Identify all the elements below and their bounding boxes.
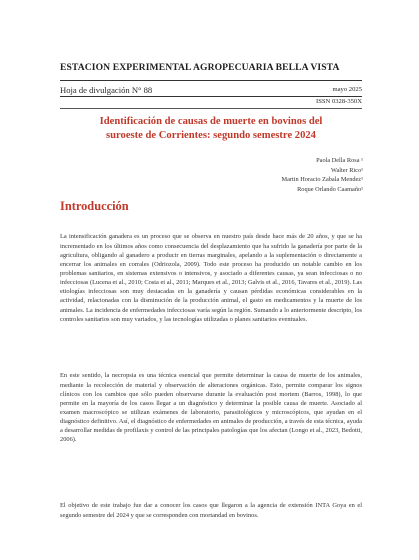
author-list [200,156,363,194]
header-rule-middle [60,96,362,97]
body-paragraph: El objetivo de este trabajo fue dar a conocer los casos que llegaron a la agencia de extensión INTA Goya en el segundo semestre del 2024 y que se corresponden con mortandad en bovinos. [60,502,362,519]
body-paragraph: La intensificación ganadera es un proceso que se observa en nuestro país desde hace más de 20 años, y que se ha incrementado en los últimos años como consecuencia del desplazamiento que ha sufrido la ganadería por parte de la agricultura, obligando al ganadero a producir en tierras marginales, apelando a la suplementación o directamente a encerrar los animales en corrales (Odriozola, 2009). Todo este proceso ha producido un notable cambio en los problemas sanitarios, en sistemas extensivos o intensivos, y asociado a diferentes causas, ya sean infecciosas o no infecciosas (Lucena et al., 2010; Costa et al., 2011; Marques et al., 2013; Galvis et al., 2016, Tavares et al., 2019). Las etiologías infecciosas son muy destacadas en la ganadería y causan pérdidas económicas considerables en la actividad, relacionadas con la disminución de la producción animal, el gasto en medicamentos y la muerte de los animales. La incidencia de enfermedades infecciosas varía según la región. Sumando a lo anteriormente descripto, los controles sanitarios son muy variados, y las tecnologías utilizadas o planes sanitarios eventuales. [60,233,362,323]
author-name: Walter Rico¹ [331,166,363,174]
document-title [70,115,352,142]
issn-number: ISSN 0328-350X [316,98,362,105]
author-name: Paola Della Rosa ¹ [316,157,363,164]
author-name: Roque Orlando Caamaño¹ [297,185,363,193]
section-heading-introduccion: Introducción [60,199,129,213]
document-title-line-2: suroeste de Corrientes: segundo semestre 2024 [106,129,316,141]
header-rule-top [60,80,362,81]
author-name: Martin Horacio Zabala Mendez¹ [281,176,363,184]
document-title-line-1: Identificación de causas de muerte en bovinos del [99,116,323,127]
header-rule-bottom [60,108,362,109]
organization-title: ESTACION EXPERIMENTAL AGROPECUARIA BELLA VISTA [60,62,340,73]
publication-date: mayo 2025 [332,86,362,93]
bulletin-number: Hoja de divulgación N° 88 [60,85,153,95]
body-paragraph: En este sentido, la necropsia es una técnica esencial que permite determinar la causa de muerte de los animales, mediante la recolección de material y observación de alteraciones orgánicas. Esto, permite comparar los signos clínicos con los cambios que sólo pueden observarse durante la evaluación post mortem (Barros, 1998), lo que permite en la mayoría de los casos llegar a un diagnóstico y determinar la posible causa de muerte. Asociado al examen macroscópico se utilizan exámenes de laboratorio, parasitológicos y microscópicos, que ayudan en el diagnóstico definitivo. Así, el diagnóstico de enfermedades en animales de producción, a través de esta técnica, ayuda a desarrollar medidas de profilaxis y control de las principales patologías que los afectan (Longo et al., 2023, Bedotti, 2006). [60,372,362,444]
